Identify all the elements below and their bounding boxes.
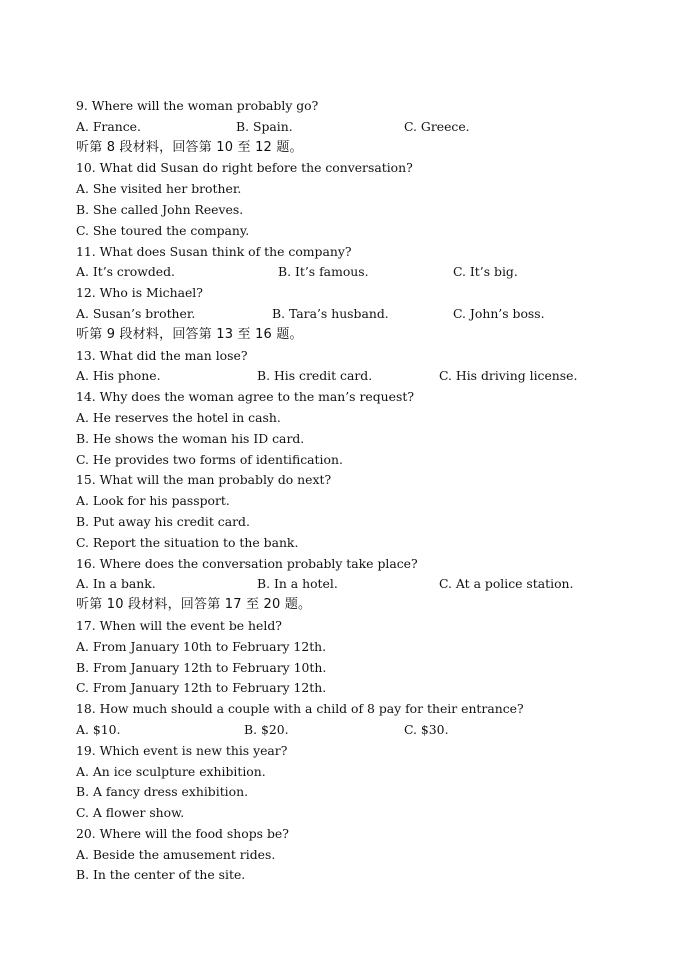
answer-option: C. $30. xyxy=(404,721,449,737)
question-line: C. He provides two forms of identification. xyxy=(76,451,343,467)
question-line: B. From January 12th to February 10th. xyxy=(76,659,327,675)
question-line: C. A flower show. xyxy=(76,805,185,821)
question-line: 9. Where will the woman probably go? xyxy=(76,98,319,113)
question-line: 14. Why does the woman agree to the man’s request? xyxy=(76,389,414,405)
question-line: 20. Where will the food shops be? xyxy=(76,825,289,841)
section-heading: 听第 9 段材料，回答第 13 至 16 题。 xyxy=(76,326,303,342)
answer-options-row xyxy=(76,117,636,138)
answer-options-row xyxy=(76,366,636,387)
answer-option: A. Susan’s brother. xyxy=(76,305,196,321)
answer-option: A. His phone. xyxy=(76,368,161,384)
question-line: 16. Where does the conversation probably take place? xyxy=(76,555,418,571)
question-line: 19. Which event is new this year? xyxy=(76,742,288,758)
question-line: C. From January 12th to February 12th. xyxy=(76,680,327,696)
answer-option: A. France. xyxy=(76,118,141,134)
question-line: B. Put away his credit card. xyxy=(76,513,250,529)
answer-option: C. Greece. xyxy=(404,118,470,134)
answer-option: A. It’s crowded. xyxy=(76,264,175,280)
question-line: 11. What does Susan think of the company? xyxy=(76,243,352,259)
question-line: 10. What did Susan do right before the conversation? xyxy=(76,160,413,176)
question-line: B. A fancy dress exhibition. xyxy=(76,784,249,800)
answer-option: C. It’s big. xyxy=(453,264,518,280)
question-line: A. Beside the amusement rides. xyxy=(76,846,276,862)
answer-option: B. $20. xyxy=(244,721,289,737)
question-line: A. She visited her brother. xyxy=(76,181,242,197)
answer-option: B. In a hotel. xyxy=(257,576,338,592)
answer-option: B. His credit card. xyxy=(257,368,373,384)
answer-options-row xyxy=(76,262,636,283)
question-line: 15. What will the man probably do next? xyxy=(76,472,332,488)
question-line: 12. Who is Michael? xyxy=(76,285,203,301)
question-line: A. An ice sculpture exhibition. xyxy=(76,763,266,779)
question-line: 17. When will the event be held? xyxy=(76,617,282,633)
answer-options-row xyxy=(76,304,636,325)
question-line: A. Look for his passport. xyxy=(76,493,230,509)
question-line: 13. What did the man lose? xyxy=(76,347,248,363)
question-line: A. He reserves the hotel in cash. xyxy=(76,409,281,425)
section-heading: 听第 8 段材料，回答第 10 至 12 题。 xyxy=(76,139,303,155)
question-line: C. Report the situation to the bank. xyxy=(76,534,299,550)
section-heading: 听第 10 段材料，回答第 17 至 20 题。 xyxy=(76,597,312,613)
answer-option: C. At a police station. xyxy=(439,576,574,592)
answer-option: B. Spain. xyxy=(236,118,293,134)
answer-option: B. Tara’s husband. xyxy=(272,305,389,321)
answer-option: A. $10. xyxy=(76,721,121,737)
question-line: B. He shows the woman his ID card. xyxy=(76,430,305,446)
question-line: 18. How much should a couple with a child of 8 pay for their entrance? xyxy=(76,701,524,717)
answer-option: A. In a bank. xyxy=(76,576,156,592)
answer-option: C. His driving license. xyxy=(439,368,578,384)
question-line: A. From January 10th to February 12th. xyxy=(76,638,327,654)
question-line: C. She toured the company. xyxy=(76,222,250,238)
answer-option: B. It’s famous. xyxy=(278,264,369,280)
answer-option: C. John’s boss. xyxy=(453,305,545,321)
question-line: B. She called John Reeves. xyxy=(76,201,244,217)
answer-options-row xyxy=(76,720,636,741)
question-line: B. In the center of the site. xyxy=(76,867,246,883)
answer-options-row xyxy=(76,574,636,595)
exam-content xyxy=(76,96,636,886)
